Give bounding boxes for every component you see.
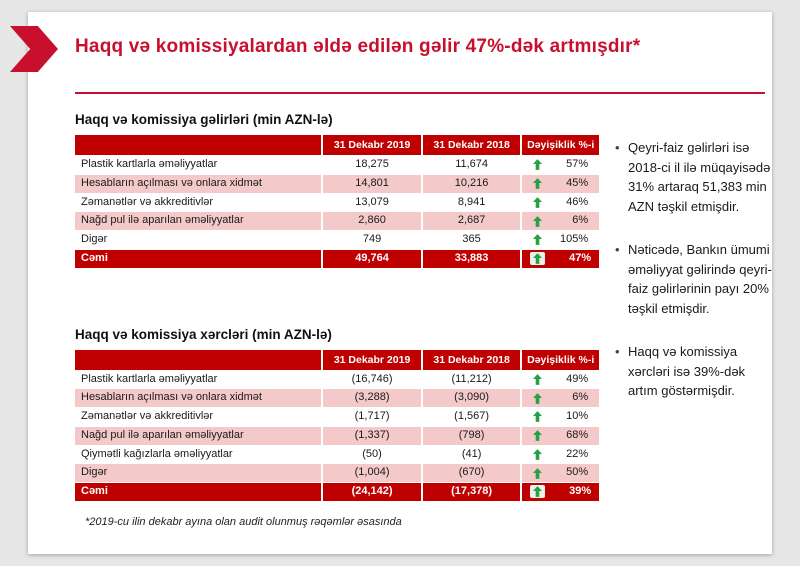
value-2018: (41) — [421, 446, 521, 465]
value-2018: (1,567) — [421, 408, 521, 427]
change-percent: 68% — [566, 428, 589, 441]
change-cell — [520, 194, 599, 213]
value-2019: (1,337) — [321, 427, 421, 446]
bullet-item: • Qeyri-faiz gəlirləri isə 2018-ci il ilə müqayisədə 31% artaraq 51,383 min AZN təşkil etmişdir. — [615, 138, 772, 216]
table-row — [75, 175, 599, 194]
change-cell — [520, 427, 599, 446]
change-percent: 22% — [566, 447, 589, 460]
up-arrow-icon — [533, 159, 542, 170]
up-arrow-icon — [533, 216, 542, 227]
page-title: Haqq və komissiyalardan əldə edilən gəlir 47%-dək artmışdır* — [75, 36, 641, 57]
up-arrow-icon — [533, 449, 542, 460]
footnote: *2019-cu ilin dekabr ayına olan audit olunmuş rəqəmlər əsasında — [85, 516, 402, 528]
row-label: Hesabların açılması və onlara xidmət — [75, 175, 321, 194]
change-percent: 57% — [566, 158, 589, 170]
value-2019: (24,142) — [321, 483, 421, 502]
table-row — [75, 371, 599, 390]
row-label: Zəmanətlər və akkreditivlər — [75, 408, 321, 427]
value-2019: 2,860 — [321, 212, 421, 231]
change-percent: 39% — [569, 485, 592, 497]
row-label: Nağd pul ilə aparılan əməliyyatlar — [75, 427, 321, 446]
table-row — [75, 408, 599, 427]
summary-column — [599, 112, 772, 502]
col-header-change: Dəyişiklik %-i — [520, 350, 599, 371]
table-row — [75, 156, 599, 175]
change-cell — [520, 156, 599, 175]
col-header-2018: 31 Dekabr 2018 — [421, 350, 521, 371]
fees-expense-table-block — [75, 327, 599, 502]
table-heading: Haqq və komissiya xərcləri (min AZN-lə) — [75, 326, 332, 342]
change-percent: 10% — [566, 410, 589, 422]
change-cell — [520, 212, 599, 231]
content-area — [75, 112, 772, 502]
change-cell — [520, 250, 599, 269]
tables-column — [75, 112, 599, 502]
value-2019: (50) — [321, 446, 421, 465]
up-arrow-icon — [530, 485, 545, 498]
change-percent: 45% — [566, 176, 589, 189]
value-2019: 749 — [321, 231, 421, 250]
value-2019: (16,746) — [321, 371, 421, 390]
value-2018: (3,090) — [421, 389, 521, 408]
col-header-2018: 31 Dekabr 2018 — [421, 135, 521, 156]
fees-expense-table — [75, 350, 599, 502]
row-label: Plastik kartlarla əməliyyatlar — [75, 156, 321, 175]
value-2018: 33,883 — [421, 250, 521, 269]
bullet-item: • Nəticədə, Bankın ümumi əməliyyat gəlirində qeyri-faiz gəlirlərinin payı 20% təşkil etmişdir. — [615, 240, 772, 318]
change-cell — [520, 446, 599, 465]
col-header-empty — [75, 135, 321, 156]
table-heading: Haqq və komissiya gəlirləri (min AZN-lə) — [75, 112, 333, 127]
change-percent: 50% — [566, 466, 589, 479]
change-percent: 49% — [566, 372, 589, 385]
change-cell — [520, 408, 599, 427]
row-label: Digər — [75, 464, 321, 483]
up-arrow-icon — [533, 197, 542, 208]
value-2019: 14,801 — [321, 175, 421, 194]
table-row — [75, 212, 599, 231]
value-2018: (798) — [421, 427, 521, 446]
slide — [28, 12, 772, 554]
title-divider — [75, 92, 765, 94]
value-2019: (1,004) — [321, 464, 421, 483]
value-2019: 13,079 — [321, 194, 421, 213]
up-arrow-icon — [530, 252, 545, 265]
value-2018: 10,216 — [421, 175, 521, 194]
change-percent: 6% — [572, 214, 589, 227]
up-arrow-icon — [533, 430, 542, 441]
row-label: Nağd pul ilə aparılan əməliyyatlar — [75, 212, 321, 231]
fees-income-table-block — [75, 112, 599, 269]
table-row — [75, 427, 599, 446]
row-label: Qiymətli kağızlarla əməliyyatlar — [75, 446, 321, 465]
up-arrow-icon — [533, 234, 542, 245]
value-2019: (1,717) — [321, 408, 421, 427]
change-cell — [520, 464, 599, 483]
change-cell — [520, 483, 599, 502]
change-percent: 6% — [572, 391, 589, 404]
value-2018: 365 — [421, 231, 521, 250]
col-header-2019: 31 Dekabr 2019 — [321, 135, 421, 156]
table-row — [75, 446, 599, 465]
value-2019: 18,275 — [321, 156, 421, 175]
table-row — [75, 464, 599, 483]
change-percent: 46% — [566, 195, 589, 208]
col-header-change: Dəyişiklik %-i — [520, 135, 599, 156]
row-label: Zəmanətlər və akkreditivlər — [75, 194, 321, 213]
change-percent: 105% — [560, 233, 589, 245]
value-2018: (670) — [421, 464, 521, 483]
row-label: Hesabların açılması və onlara xidmət — [75, 389, 321, 408]
table-total-row — [75, 250, 599, 269]
value-2019: (3,288) — [321, 389, 421, 408]
row-label: Digər — [75, 231, 321, 250]
change-cell — [520, 175, 599, 194]
summary-bullets — [615, 138, 772, 401]
col-header-empty — [75, 350, 321, 371]
change-cell — [520, 389, 599, 408]
value-2018: 8,941 — [421, 194, 521, 213]
bullet-item: • Haqq və komissiya xərcləri isə 39%-dək artım göstərmişdir. — [615, 342, 772, 401]
change-cell — [520, 231, 599, 250]
table-header-row — [75, 135, 599, 156]
value-2018: (11,212) — [421, 371, 521, 390]
col-header-2019: 31 Dekabr 2019 — [321, 350, 421, 371]
row-label: Plastik kartlarla əməliyyatlar — [75, 371, 321, 390]
row-label: Cəmi — [75, 250, 321, 269]
value-2018: (17,378) — [421, 483, 521, 502]
value-2018: 2,687 — [421, 212, 521, 231]
value-2018: 11,674 — [421, 156, 521, 175]
fees-income-table — [75, 135, 599, 269]
table-row — [75, 389, 599, 408]
value-2019: 49,764 — [321, 250, 421, 269]
change-percent: 47% — [569, 251, 592, 264]
change-cell — [520, 371, 599, 390]
up-arrow-icon — [533, 178, 542, 189]
table-total-row — [75, 483, 599, 502]
up-arrow-icon — [533, 393, 542, 404]
table-row — [75, 194, 599, 213]
up-arrow-icon — [533, 374, 542, 385]
up-arrow-icon — [533, 411, 542, 422]
row-label: Cəmi — [75, 483, 321, 502]
table-header-row — [75, 350, 599, 371]
up-arrow-icon — [533, 468, 542, 479]
table-row — [75, 231, 599, 250]
